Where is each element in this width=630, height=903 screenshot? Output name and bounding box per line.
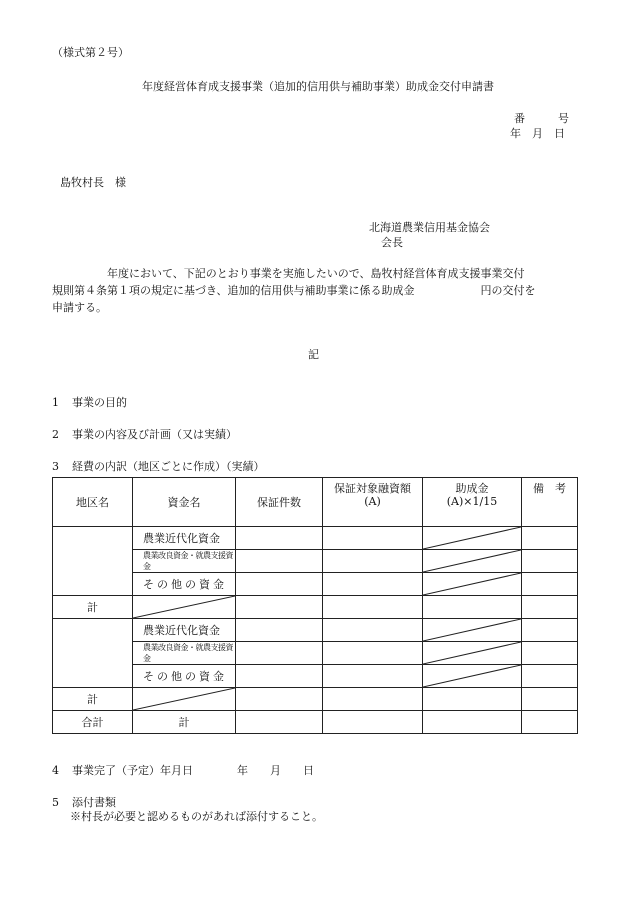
fund-name: その他の資金 — [133, 573, 236, 596]
subtotal-label: 計 — [53, 596, 133, 619]
subtotal-label: 計 — [53, 688, 133, 711]
header-guarantee-amount — [323, 478, 423, 527]
item-text: 経費の内訳（地区ごとに作成）（実績） — [72, 460, 265, 473]
count-cell[interactable] — [236, 527, 323, 550]
form-number: （様式第２号） — [52, 46, 129, 59]
addressee: 島牧村長 様 — [60, 176, 126, 189]
reference-number: 番 号 — [514, 112, 569, 125]
subsidy-cell-struck — [423, 619, 522, 642]
amount-cell[interactable] — [323, 550, 423, 573]
subtotal-row — [53, 688, 578, 711]
remarks-cell[interactable] — [522, 527, 578, 550]
item-number: 3 — [52, 460, 59, 473]
diagonal-line — [423, 642, 521, 664]
count-cell[interactable] — [236, 665, 323, 688]
count-cell[interactable] — [236, 642, 323, 665]
diagonal-line — [423, 550, 521, 572]
count-cell[interactable] — [236, 550, 323, 573]
diagonal-line — [423, 619, 521, 641]
district-cell[interactable] — [53, 619, 133, 688]
amount-cell[interactable] — [323, 573, 423, 596]
subsidy-cell-struck — [423, 665, 522, 688]
item-text: 添付書類 — [72, 796, 116, 809]
ki-marker: 記 — [308, 348, 319, 361]
header-remarks: 備 考 — [522, 478, 578, 527]
table-header-row — [53, 478, 578, 527]
header-subsidy-line2: (A)×1/15 — [446, 495, 498, 508]
remarks-cell[interactable] — [522, 619, 578, 642]
body-line-2: 規則第４条第１項の規定に基づき、追加的信用供与補助事業に係る助成金 円の交付を — [52, 284, 536, 297]
header-fund: 資金名 — [133, 478, 236, 527]
grand-total-fund-label: 計 — [133, 711, 236, 734]
header-count: 保証件数 — [236, 478, 323, 527]
diagonal-line — [423, 527, 521, 549]
remarks-cell[interactable] — [522, 596, 578, 619]
grand-total-row — [53, 711, 578, 734]
district-cell[interactable] — [53, 527, 133, 596]
table-row — [53, 619, 578, 642]
item-expense-breakdown — [52, 460, 265, 474]
fund-name: 農業近代化資金 — [133, 527, 236, 550]
amount-cell[interactable] — [323, 619, 423, 642]
expense-table — [52, 477, 578, 734]
reference-date: 年 月 日 — [510, 127, 565, 140]
count-cell[interactable] — [236, 573, 323, 596]
count-cell[interactable] — [236, 711, 323, 734]
grand-total-label: 合計 — [53, 711, 133, 734]
subsidy-cell-struck — [423, 527, 522, 550]
amount-cell[interactable] — [323, 596, 423, 619]
count-cell[interactable] — [236, 688, 323, 711]
header-subsidy — [423, 478, 522, 527]
fund-name: 農業改良資金・就農支援資金 — [133, 642, 236, 665]
count-cell[interactable] — [236, 596, 323, 619]
subsidy-cell-struck — [423, 550, 522, 573]
remarks-cell[interactable] — [522, 711, 578, 734]
amount-cell[interactable] — [323, 527, 423, 550]
table-row — [53, 527, 578, 550]
remarks-cell[interactable] — [522, 550, 578, 573]
header-guarantee-line2: (A) — [364, 495, 381, 508]
remarks-cell[interactable] — [522, 573, 578, 596]
subtotal-row — [53, 596, 578, 619]
item-number: 5 — [52, 796, 59, 809]
item-purpose — [52, 396, 127, 410]
application-body — [52, 265, 592, 316]
body-line-1: 年度において、下記のとおり事業を実施したいので、島牧村経営体育成支援事業交付 — [52, 267, 525, 280]
diagonal-line — [423, 573, 521, 595]
applicant-organization: 北海道農業信用基金協会 — [369, 221, 490, 234]
item-number: 4 — [52, 764, 59, 777]
amount-cell[interactable] — [323, 642, 423, 665]
header-subsidy-line1: 助成金 — [455, 482, 489, 495]
diagonal-line — [133, 596, 235, 618]
diagonal-line — [133, 688, 235, 710]
item-text: 事業の内容及び計画（又は実績） — [72, 428, 237, 441]
amount-cell[interactable] — [323, 665, 423, 688]
item-text: 事業完了（予定）年月日 年 月 日 — [72, 764, 314, 777]
item-text: 事業の目的 — [72, 396, 127, 409]
item-number: 1 — [52, 396, 59, 409]
subsidy-cell[interactable] — [423, 596, 522, 619]
item-number: 2 — [52, 428, 59, 441]
count-cell[interactable] — [236, 619, 323, 642]
item-completion-date — [52, 764, 314, 778]
attachments-note: ※村長が必要と認めるものがあれば添付すること。 — [70, 810, 323, 823]
subsidy-cell[interactable] — [423, 711, 522, 734]
subsidy-cell-struck — [423, 573, 522, 596]
fund-cell-struck — [133, 688, 236, 711]
diagonal-line — [423, 665, 521, 687]
document-title: 年度経営体育成支援事業（追加的信用供与補助事業）助成金交付申請書 — [142, 80, 494, 93]
fund-name: 農業改良資金・就農支援資金 — [133, 550, 236, 573]
applicant-role: 会長 — [381, 236, 403, 249]
item-content-plan — [52, 428, 237, 442]
amount-cell[interactable] — [323, 688, 423, 711]
fund-name: 農業近代化資金 — [133, 619, 236, 642]
fund-name: その他の資金 — [133, 665, 236, 688]
body-line-3: 申請する。 — [52, 301, 107, 314]
amount-cell[interactable] — [323, 711, 423, 734]
header-guarantee-line1: 保証対象融資額 — [334, 482, 411, 495]
remarks-cell[interactable] — [522, 642, 578, 665]
header-district: 地区名 — [53, 478, 133, 527]
item-attachments — [52, 796, 116, 810]
fund-cell-struck — [133, 596, 236, 619]
remarks-cell[interactable] — [522, 665, 578, 688]
remarks-cell[interactable] — [522, 688, 578, 711]
subsidy-cell-struck — [423, 642, 522, 665]
subsidy-cell[interactable] — [423, 688, 522, 711]
